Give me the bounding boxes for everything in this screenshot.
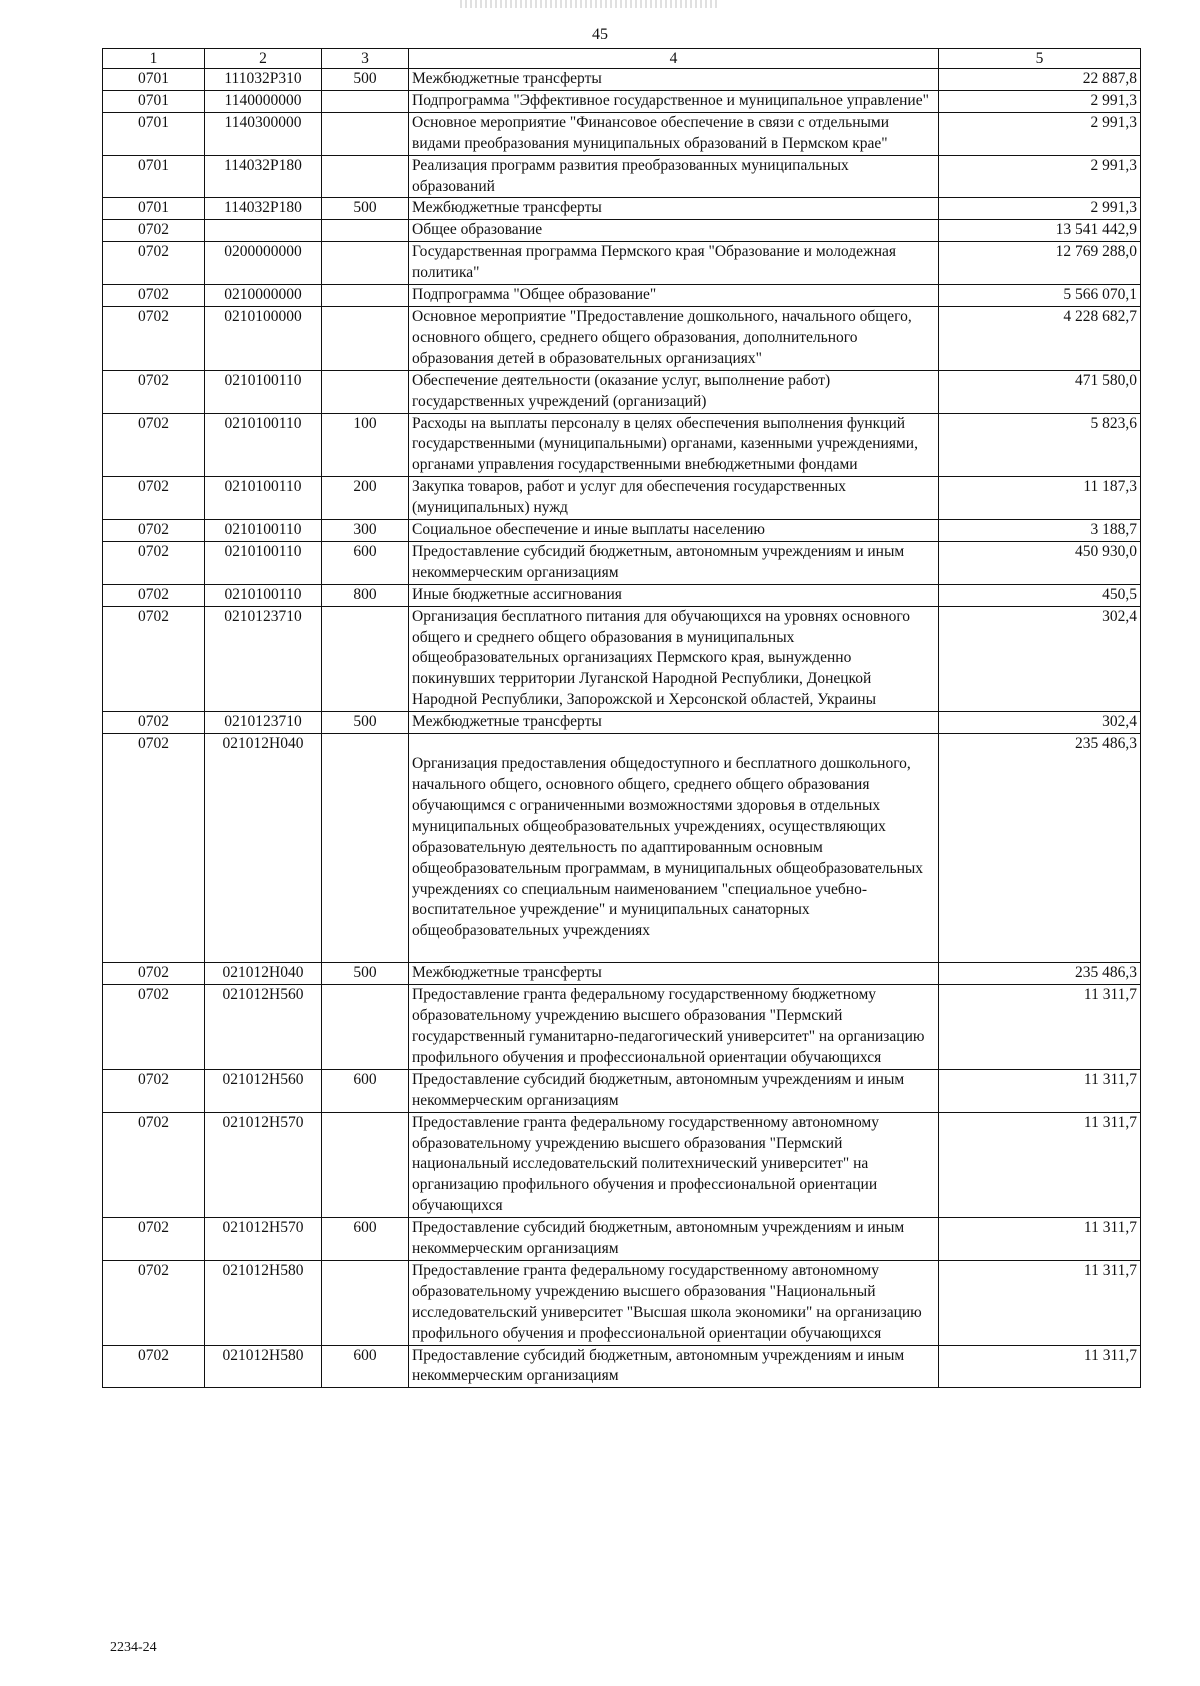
item-name-cell: Расходы на выплаты персоналу в целях обеспечения выполнения функций государственными (муниципальными) органами, казенными учреждениями, органами управления государственными внебюджетными фондами (409, 413, 939, 477)
section-code-cell: 0702 (103, 413, 205, 477)
item-name-cell: Обеспечение деятельности (оказание услуг, выполнение работ) государственных учреждений (организаций) (409, 370, 939, 413)
item-name-cell: Предоставление гранта федеральному государственному автономному образовательному учреждению высшего образования "Национальный исследовательский университет "Высшая школа экономики" на организацию профильного обучения и профессиональной ориентации обучающихся (409, 1260, 939, 1345)
section-code-cell: 0701 (103, 90, 205, 112)
table-row (103, 155, 1141, 198)
document-code: 2234-24 (110, 1640, 157, 1655)
expense-type-cell (322, 1112, 409, 1218)
section-code-cell: 0702 (103, 1218, 205, 1261)
table-row (103, 584, 1141, 606)
target-code-cell: 021012Н560 (205, 1069, 322, 1112)
expense-type-cell (322, 985, 409, 1070)
scan-artifact (460, 0, 720, 8)
section-code-cell: 0702 (103, 520, 205, 542)
section-code-cell: 0701 (103, 198, 205, 220)
amount-cell: 302,4 (939, 712, 1141, 734)
table-row (103, 606, 1141, 712)
expense-type-cell (322, 370, 409, 413)
section-code-cell: 0702 (103, 306, 205, 370)
amount-cell: 235 486,3 (939, 734, 1141, 963)
expense-type-cell: 500 (322, 69, 409, 91)
target-code-cell: 0210000000 (205, 285, 322, 307)
column-number: 2 (205, 49, 322, 69)
section-code-cell: 0702 (103, 541, 205, 584)
table-row (103, 242, 1141, 285)
section-code-cell: 0702 (103, 985, 205, 1070)
amount-cell: 5 823,6 (939, 413, 1141, 477)
table-row (103, 734, 1141, 963)
section-code-cell: 0702 (103, 1345, 205, 1388)
section-code-cell: 0702 (103, 712, 205, 734)
target-code-cell: 114032P180 (205, 155, 322, 198)
section-code-cell: 0702 (103, 1069, 205, 1112)
amount-cell: 11 311,7 (939, 1218, 1141, 1261)
target-code-cell: 0210100110 (205, 584, 322, 606)
target-code-cell: 111032P310 (205, 69, 322, 91)
table-row (103, 963, 1141, 985)
item-name-cell: Предоставление субсидий бюджетным, автономным учреждениям и иным некоммерческим организациям (409, 1218, 939, 1261)
section-code-cell: 0702 (103, 606, 205, 712)
item-name-cell: Межбюджетные трансферты (409, 69, 939, 91)
column-number: 4 (409, 49, 939, 69)
target-code-cell: 0210100110 (205, 370, 322, 413)
expense-type-cell (322, 242, 409, 285)
table-row (103, 220, 1141, 242)
table-body (103, 49, 1141, 1388)
amount-cell: 2 991,3 (939, 112, 1141, 155)
table-row (103, 1218, 1141, 1261)
expense-type-cell (322, 285, 409, 307)
table-row (103, 112, 1141, 155)
expense-type-cell (322, 112, 409, 155)
item-name-cell: Подпрограмма "Общее образование" (409, 285, 939, 307)
target-code-cell: 0210123710 (205, 606, 322, 712)
expense-type-cell (322, 306, 409, 370)
target-code-cell: 021012Н580 (205, 1260, 322, 1345)
section-code-cell: 0702 (103, 1112, 205, 1218)
target-code-cell: 021012Н570 (205, 1218, 322, 1261)
item-name-cell: Организация бесплатного питания для обучающихся на уровнях основного общего и среднего общего образования в муниципальных общеобразовательных организациях Пермского края, вынужденно покинувших территории Луганской Народной Республики, Донецкой Народной Республики, Запорожской и Херсонской областей, Украины (409, 606, 939, 712)
item-name-cell: Предоставление гранта федеральному государственному автономному образовательному учреждению высшего образования "Пермский национальный исследовательский политехнический университет" на организацию профильного обучения и профессиональной ориентации обучающихся (409, 1112, 939, 1218)
target-code-cell: 1140300000 (205, 112, 322, 155)
table-row (103, 370, 1141, 413)
section-code-cell: 0702 (103, 220, 205, 242)
item-name-cell: Межбюджетные трансферты (409, 198, 939, 220)
amount-cell: 12 769 288,0 (939, 242, 1141, 285)
item-name-cell: Государственная программа Пермского края "Образование и молодежная политика" (409, 242, 939, 285)
section-code-cell: 0702 (103, 285, 205, 307)
section-code-cell: 0702 (103, 734, 205, 963)
section-code-cell: 0702 (103, 370, 205, 413)
table-row (103, 69, 1141, 91)
target-code-cell: 0210100110 (205, 413, 322, 477)
item-name-cell: Предоставление субсидий бюджетным, автономным учреждениям и иным некоммерческим организациям (409, 1345, 939, 1388)
expense-type-cell: 100 (322, 413, 409, 477)
section-code-cell: 0701 (103, 155, 205, 198)
table-row (103, 413, 1141, 477)
target-code-cell: 0210123710 (205, 712, 322, 734)
column-number-row (103, 49, 1141, 69)
item-name-cell: Межбюджетные трансферты (409, 712, 939, 734)
item-name-cell: Предоставление субсидий бюджетным, автономным учреждениям и иным некоммерческим организациям (409, 1069, 939, 1112)
expense-type-cell: 600 (322, 1218, 409, 1261)
column-number: 5 (939, 49, 1141, 69)
section-code-cell: 0701 (103, 112, 205, 155)
expense-type-cell: 600 (322, 1069, 409, 1112)
target-code-cell: 021012Н560 (205, 985, 322, 1070)
column-number: 1 (103, 49, 205, 69)
amount-cell: 3 188,7 (939, 520, 1141, 542)
target-code-cell: 0210100110 (205, 520, 322, 542)
amount-cell: 2 991,3 (939, 90, 1141, 112)
amount-cell: 11 311,7 (939, 1112, 1141, 1218)
table-row (103, 1069, 1141, 1112)
item-name-cell: Закупка товаров, работ и услуг для обеспечения государственных (муниципальных) нужд (409, 477, 939, 520)
item-name-cell: Подпрограмма "Эффективное государственное и муниципальное управление" (409, 90, 939, 112)
expense-type-cell (322, 155, 409, 198)
item-name-cell: Основное мероприятие "Предоставление дошкольного, начального общего, основного общего, среднего общего образования, дополнительного образования детей в образовательных организациях" (409, 306, 939, 370)
item-name-cell: Иные бюджетные ассигнования (409, 584, 939, 606)
expense-type-cell (322, 1260, 409, 1345)
amount-cell: 13 541 442,9 (939, 220, 1141, 242)
item-name-cell: Предоставление гранта федеральному государственному бюджетному образовательному учреждению высшего образования "Пермский государственный гуманитарно-педагогический университет" на организацию профильного обучения и профессиональной ориентации обучающихся (409, 985, 939, 1070)
expense-type-cell (322, 90, 409, 112)
target-code-cell: 021012Н570 (205, 1112, 322, 1218)
item-name-cell: Межбюджетные трансферты (409, 963, 939, 985)
column-number: 3 (322, 49, 409, 69)
expense-type-cell: 500 (322, 963, 409, 985)
target-code-cell: 021012Н040 (205, 734, 322, 963)
amount-cell: 450 930,0 (939, 541, 1141, 584)
table-row (103, 712, 1141, 734)
amount-cell: 471 580,0 (939, 370, 1141, 413)
target-code-cell: 0210100110 (205, 477, 322, 520)
section-code-cell: 0701 (103, 69, 205, 91)
amount-cell: 11 311,7 (939, 1260, 1141, 1345)
amount-cell: 302,4 (939, 606, 1141, 712)
target-code-cell: 021012Н040 (205, 963, 322, 985)
amount-cell: 22 887,8 (939, 69, 1141, 91)
amount-cell: 235 486,3 (939, 963, 1141, 985)
table-row (103, 1112, 1141, 1218)
page-number: 45 (592, 26, 608, 43)
expense-type-cell: 600 (322, 541, 409, 584)
table-row (103, 477, 1141, 520)
item-name-cell: Основное мероприятие "Финансовое обеспечение в связи с отдельными видами преобразования муниципальных образований в Пермском крае" (409, 112, 939, 155)
amount-cell: 11 311,7 (939, 1345, 1141, 1388)
table-row (103, 541, 1141, 584)
amount-cell: 11 311,7 (939, 1069, 1141, 1112)
amount-cell: 4 228 682,7 (939, 306, 1141, 370)
table-row (103, 985, 1141, 1070)
table-row (103, 90, 1141, 112)
target-code-cell: 1140000000 (205, 90, 322, 112)
amount-cell: 5 566 070,1 (939, 285, 1141, 307)
target-code-cell: 0210100000 (205, 306, 322, 370)
expense-type-cell: 800 (322, 584, 409, 606)
expense-type-cell: 500 (322, 712, 409, 734)
table-row (103, 1260, 1141, 1345)
item-name-cell: Социальное обеспечение и иные выплаты населению (409, 520, 939, 542)
target-code-cell: 0210100110 (205, 541, 322, 584)
item-name-cell: Организация предоставления общедоступного и бесплатного дошкольного, начального общего, основного общего, среднего общего образования обучающимся с ограниченными возможностями здоровья в отдельных муниципальных общеобразовательных учреждениях, осуществляющих образовательную деятельность по адаптированным основным общеобразовательным программам, в муниципальных общеобразовательных учреждениях со специальным наименованием "специальное учебно-воспитательное учреждение" и муниципальных санаторных общеобразовательных учреждениях (409, 734, 939, 963)
expense-type-cell: 600 (322, 1345, 409, 1388)
table-row (103, 198, 1141, 220)
section-code-cell: 0702 (103, 584, 205, 606)
table-row (103, 306, 1141, 370)
target-code-cell (205, 220, 322, 242)
expense-type-cell (322, 220, 409, 242)
expense-type-cell: 300 (322, 520, 409, 542)
expense-type-cell (322, 734, 409, 963)
amount-cell: 11 311,7 (939, 985, 1141, 1070)
amount-cell: 11 187,3 (939, 477, 1141, 520)
target-code-cell: 0200000000 (205, 242, 322, 285)
section-code-cell: 0702 (103, 242, 205, 285)
section-code-cell: 0702 (103, 963, 205, 985)
expense-type-cell (322, 606, 409, 712)
item-name-cell: Общее образование (409, 220, 939, 242)
section-code-cell: 0702 (103, 477, 205, 520)
budget-table (102, 48, 1141, 1388)
target-code-cell: 114032P180 (205, 198, 322, 220)
item-name-cell: Предоставление субсидий бюджетным, автономным учреждениям и иным некоммерческим организациям (409, 541, 939, 584)
table-row (103, 285, 1141, 307)
section-code-cell: 0702 (103, 1260, 205, 1345)
table-row (103, 520, 1141, 542)
item-name-cell: Реализация программ развития преобразованных муниципальных образований (409, 155, 939, 198)
expense-type-cell: 500 (322, 198, 409, 220)
table-row (103, 1345, 1141, 1388)
expense-type-cell: 200 (322, 477, 409, 520)
amount-cell: 2 991,3 (939, 198, 1141, 220)
target-code-cell: 021012Н580 (205, 1345, 322, 1388)
amount-cell: 450,5 (939, 584, 1141, 606)
amount-cell: 2 991,3 (939, 155, 1141, 198)
